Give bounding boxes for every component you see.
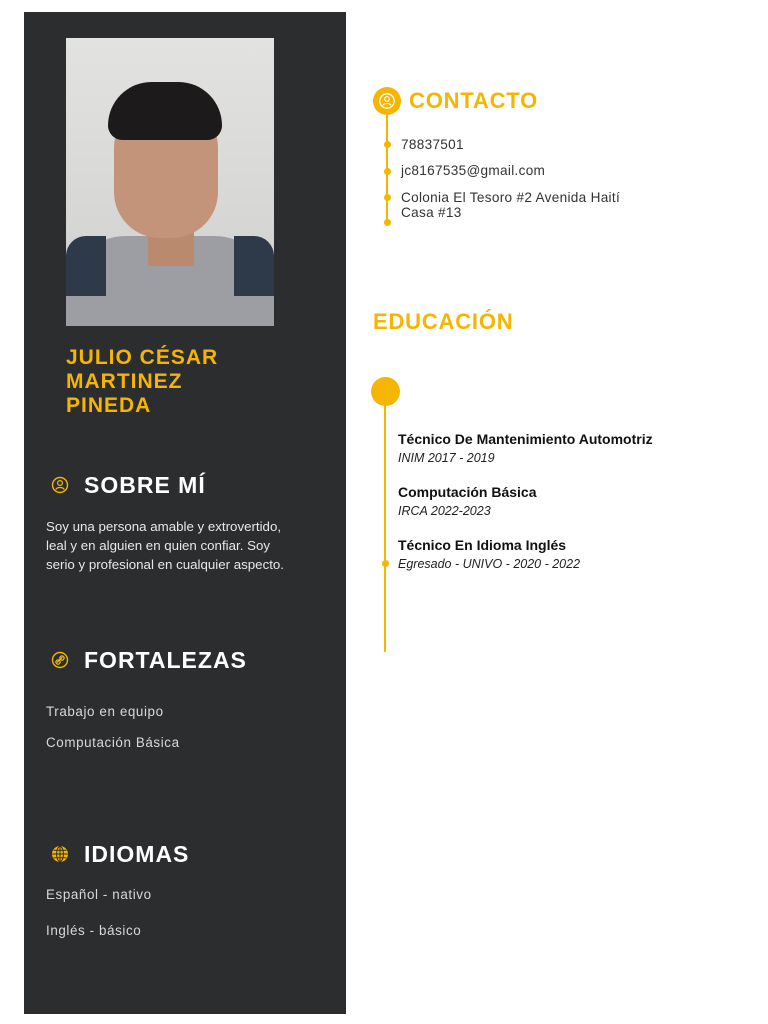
about-text: Soy una persona amable y extrovertido, leal y en alguien en quien confiar. Soy serio y profesional en cualquier aspecto.	[46, 519, 285, 572]
languages-heading	[50, 839, 320, 869]
person-circle-icon	[50, 475, 70, 495]
full-name	[66, 346, 316, 418]
contact-address-line-2: Casa #13	[401, 205, 462, 220]
name-line-3: PINEDA	[66, 394, 152, 417]
language-item: Inglés - básico	[46, 923, 142, 938]
name-line-2: MARTINEZ	[66, 370, 183, 393]
contact-email[interactable]: jc8167535@gmail.com	[401, 163, 546, 178]
person-circle-icon	[373, 87, 401, 115]
timeline-dot	[384, 194, 391, 201]
education-title: EDUCACIÓN	[373, 309, 514, 334]
education-timeline	[384, 392, 386, 652]
about-title: SOBRE MÍ	[84, 471, 206, 498]
timeline-dot	[382, 560, 389, 567]
strength-item: Computación Básica	[46, 735, 180, 750]
education-detail: Egresado - UNIVO - 2020 - 2022	[398, 557, 581, 571]
education-degree: Técnico De Mantenimiento Automotriz	[398, 431, 653, 447]
contact-address-line-1: Colonia El Tesoro #2 Avenida Haití	[401, 190, 621, 205]
education-timeline-start	[371, 377, 400, 406]
education-detail: INIM 2017 - 2019	[398, 451, 495, 465]
photo-shirt-shoulder-right	[234, 236, 274, 296]
education-degree: Computación Básica	[398, 484, 537, 500]
strength-item: Trabajo en equipo	[46, 704, 164, 719]
timeline-dot	[384, 141, 391, 148]
languages-title: IDIOMAS	[84, 840, 190, 867]
photo-shirt-shoulder-left	[66, 236, 106, 296]
strengths-heading	[50, 645, 320, 675]
about-heading	[50, 470, 320, 500]
name-line-1: JULIO CÉSAR	[66, 346, 219, 369]
education-detail: IRCA 2022-2023	[398, 504, 491, 518]
language-item: Español - nativo	[46, 887, 152, 902]
education-degree: Técnico En Idioma Inglés	[398, 537, 567, 553]
profile-photo	[66, 38, 274, 326]
globe-icon	[50, 844, 70, 864]
contact-heading	[373, 86, 538, 116]
timeline-dot	[384, 219, 391, 226]
photo-hair	[108, 82, 222, 140]
link-circle-icon	[50, 650, 70, 670]
contact-title: CONTACTO	[409, 88, 539, 113]
strengths-title: FORTALEZAS	[84, 646, 247, 673]
timeline-dot	[384, 168, 391, 175]
contact-phone[interactable]: 78837501	[401, 137, 464, 152]
